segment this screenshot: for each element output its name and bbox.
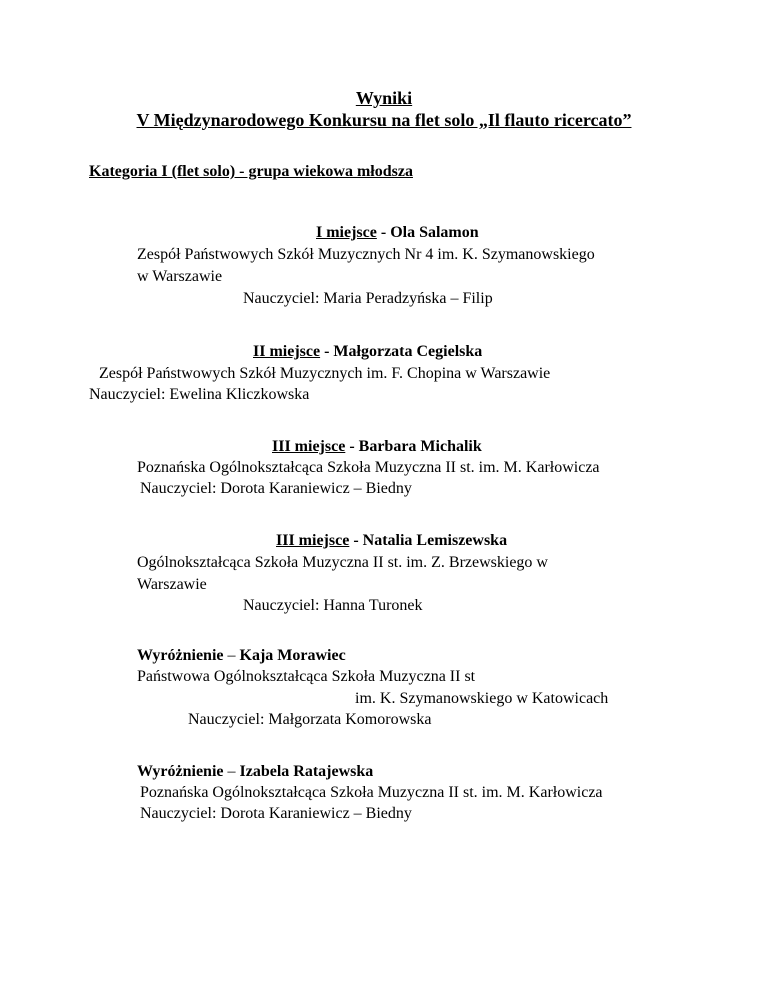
entry-heading-5: [137, 646, 346, 666]
separator: -: [349, 532, 363, 549]
winner-name: Kaja Morawiec: [239, 647, 346, 664]
school-line: Poznańska Ogólnokształcąca Szkoła Muzyczna II st. im. M. Karłowicza: [137, 459, 600, 476]
separator: -: [376, 224, 391, 241]
teacher-line: Nauczyciel: Ewelina Kliczkowska: [89, 386, 310, 403]
school-line: w Warszawie: [137, 268, 223, 285]
separator: –: [223, 763, 240, 780]
school-line: Warszawie: [137, 576, 207, 593]
teacher-line: Nauczyciel: Dorota Karaniewicz – Biedny: [140, 805, 412, 822]
place-label: III miejsce: [272, 438, 346, 455]
place-label: III miejsce: [276, 532, 350, 549]
place-label: I miejsce: [316, 224, 377, 241]
entry-heading-1: [316, 223, 479, 243]
place-label: Wyróżnienie: [137, 647, 224, 664]
category-heading: Kategoria I (flet solo) - grupa wiekowa młodsza: [89, 163, 413, 180]
school-line: Państwowa Ogólnokształcąca Szkoła Muzyczna II st: [137, 668, 476, 685]
winner-name: Izabela Ratajewska: [239, 763, 374, 780]
winner-name: Natalia Lemiszewska: [362, 532, 508, 549]
school-line: Zespół Państwowych Szkół Muzycznych im. F. Chopina w Warszawie: [99, 365, 551, 382]
place-label: II miejsce: [253, 343, 321, 360]
teacher-line: Nauczyciel: Maria Peradzyńska – Filip: [243, 290, 493, 307]
teacher-line: Nauczyciel: Małgorzata Komorowska: [188, 711, 432, 728]
separator: -: [345, 438, 359, 455]
entry-heading-6: [137, 762, 373, 782]
school-line: Poznańska Ogólnokształcąca Szkoła Muzyczna II st. im. M. Karłowicza: [140, 784, 603, 801]
entry-heading-2: [253, 342, 482, 362]
teacher-line: Nauczyciel: Hanna Turonek: [243, 597, 423, 614]
school-line: Zespół Państwowych Szkół Muzycznych Nr 4 im. K. Szymanowskiego: [137, 246, 595, 263]
document-title: Wyniki: [355, 88, 413, 108]
winner-name: Małgorzata Cegielska: [333, 343, 483, 360]
school-line: im. K. Szymanowskiego w Katowicach: [355, 690, 609, 707]
school-line: Ogólnokształcąca Szkoła Muzyczna II st. im. Z. Brzewskiego w: [137, 554, 548, 571]
place-label: Wyróżnienie: [137, 763, 224, 780]
document-subtitle: V Międzynarodowego Konkursu na flet solo „Il flauto ricercato”: [136, 110, 632, 130]
separator: -: [320, 343, 334, 360]
winner-name: Barbara Michalik: [358, 438, 482, 455]
winner-name: Ola Salamon: [390, 224, 479, 241]
entry-heading-4: [276, 531, 507, 551]
teacher-line: Nauczyciel: Dorota Karaniewicz – Biedny: [140, 480, 412, 497]
entry-heading-3: [272, 437, 482, 457]
separator: –: [223, 647, 240, 664]
